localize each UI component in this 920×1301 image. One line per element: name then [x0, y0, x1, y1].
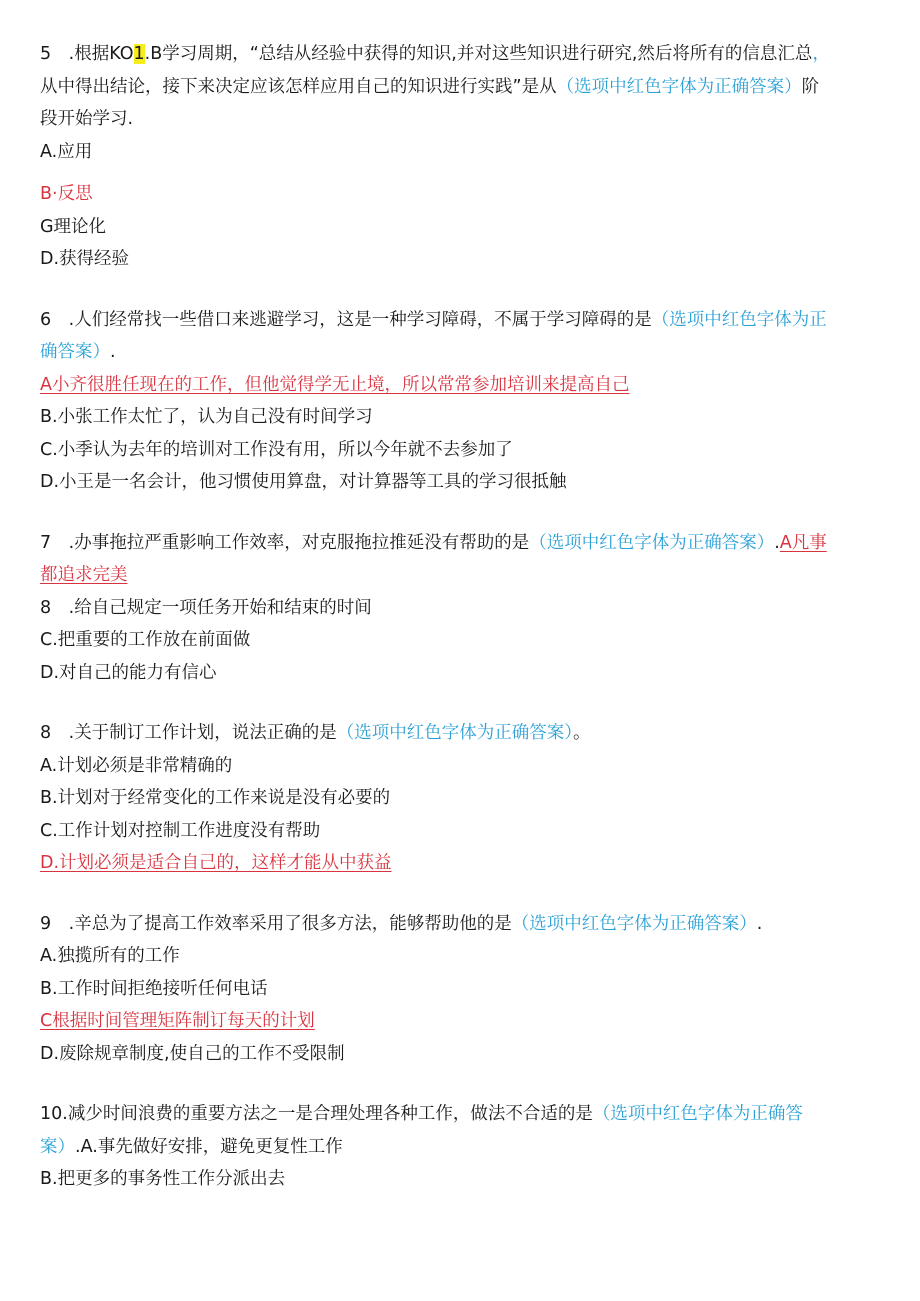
question-10-stem-line-1: [40, 1098, 880, 1131]
option-b: B.工作时间拒绝接听任何电话: [40, 978, 268, 999]
answer-hint: （选项中红色字体为正确答: [592, 1104, 803, 1124]
stem-text: .: [774, 532, 780, 553]
option-a-correct: A小齐很胜任现在的工作，但他觉得学无止境，所以常常参加培训来提高自己: [40, 374, 630, 395]
answer-hint: （选项中红色字体为正确答案）: [336, 723, 573, 743]
highlighted-text: 1: [133, 44, 145, 64]
question-6-stem-line-1: [40, 304, 880, 337]
question-9-stem-line-1: [40, 908, 880, 941]
option-c: C.小季认为去年的培训对工作没有用，所以今年就不去参加了: [40, 439, 513, 460]
question-6: [40, 304, 880, 499]
stem-text: 8 .关于制订工作计划，说法正确的是: [40, 723, 337, 743]
option-a-correct: A凡事: [779, 532, 827, 553]
stem-text: .: [110, 342, 116, 362]
question-7-stem-line-1: [40, 527, 880, 560]
option-c-correct: C根据时间管理矩阵制订每天的计划: [40, 1011, 315, 1031]
stem-punctuation: ，: [812, 44, 830, 64]
option-b: B.计划对于经常变化的工作来说是没有必要的: [40, 788, 391, 808]
option-c: G理论化: [40, 216, 107, 237]
stem-text: 阶: [801, 76, 820, 97]
question-6-stem-line-2: [40, 336, 880, 369]
option-a: A.独揽所有的工作: [40, 946, 180, 966]
stem-text: 。: [572, 723, 591, 743]
question-8: [40, 717, 880, 880]
option-d: D.废除规章制度,使自己的工作不受限制: [40, 1043, 345, 1064]
option-c: C.把重要的工作放在前面做: [40, 630, 251, 650]
question-9: [40, 908, 880, 1071]
answer-hint: （选项中红色字体为正确答案）: [556, 76, 802, 97]
option-d: D.获得经验: [40, 249, 130, 269]
stem-text: 10.减少时间浪费的重要方法之一是合理处理各种工作，做法不合适的是: [40, 1104, 593, 1124]
answer-hint: （选项中红色字体为正确答案）: [511, 913, 757, 934]
question-7: [40, 527, 880, 690]
stem-text: .: [756, 913, 763, 934]
document-page: [40, 38, 880, 1196]
option-c: C.工作计划对控制工作进度没有帮助: [40, 820, 321, 841]
option-b: B.小张工作太忙了，认为自己没有时间学习: [40, 407, 373, 427]
option-b: B.把更多的事务性工作分派出去: [40, 1169, 286, 1189]
option-a-correct-continued: 都追求完美: [40, 565, 128, 585]
stem-text: 9 .辛总为了提高工作效率采用了很多方法，能够帮助他的是: [40, 913, 512, 934]
answer-hint: 案）: [40, 1136, 75, 1157]
option-b-correct: B·反思: [40, 184, 93, 204]
question-5-stem-line-3: 段开始学习.: [40, 109, 134, 129]
option-a: A.计划必须是非常精确的: [40, 755, 233, 776]
question-7-stem-line-2: [40, 559, 880, 592]
option-d: D.对自己的能力有信心: [40, 662, 217, 683]
stem-text: 6 .人们经常找一些借口来逃避学习，这是一种学习障碍，不属于学习障碍的是: [40, 309, 652, 330]
stem-text: 从中得出结论，接下来决定应该怎样应用自己的知识进行实践”是从: [40, 76, 557, 97]
question-8-stem-line-1: [40, 717, 880, 750]
answer-hint: 确答案）: [40, 342, 110, 362]
question-10-stem-line-2: [40, 1131, 880, 1164]
stem-text: .B学习周期，“总结从经验中获得的知识,并对这些知识进行研究,然后将所有的信息汇总: [144, 44, 813, 64]
question-5-stem-line-1: [40, 38, 880, 71]
stem-text: 7 .办事拖拉严重影响工作效率，对克服拖拉推延没有帮助的是: [40, 532, 530, 553]
answer-hint: （选项中红色字体为正: [651, 309, 827, 330]
stem-text: .A.事先做好安排，避免更复性工作: [75, 1136, 343, 1157]
stem-text: 5 .根据KO: [40, 44, 134, 64]
question-10: [40, 1098, 880, 1196]
question-5-stem-line-2: [40, 71, 880, 104]
option-a: A.应用: [40, 141, 93, 162]
answer-hint: （选项中红色字体为正确答案）: [529, 532, 775, 553]
option-d-correct: D.计划必须是适合自己的，这样才能从中获益: [40, 853, 392, 873]
question-5: [40, 38, 880, 276]
option-b: 8 .给自己规定一项任务开始和结束的时间: [40, 597, 372, 618]
option-d: D.小王是一名会计，他习惯使用算盘，对计算器等工具的学习很抵触: [40, 472, 567, 492]
